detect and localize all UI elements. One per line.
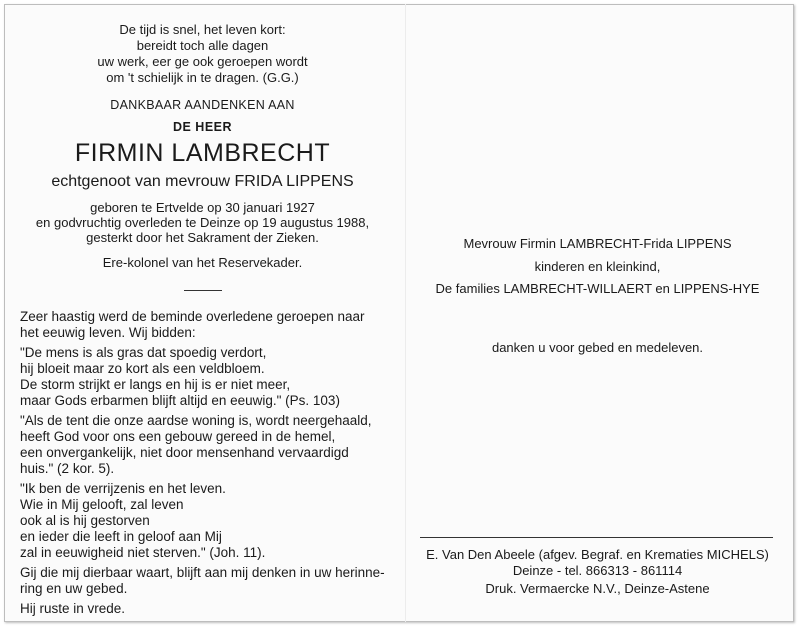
family-line-3: De families LAMBRECHT-WILLAERT en LIPPENS-HYE (435, 281, 760, 296)
prayer-line: Zeer haastig werd de beminde overledene geroepen naar (20, 309, 365, 324)
deceased-name: FIRMIN LAMBRECHT (74, 139, 331, 167)
thanks-line: danken u voor gebed en medeleven. (491, 340, 704, 355)
prayer-line: maar Gods erbarmen blijft altijd en eeuwig." (Ps. 103) (20, 393, 340, 408)
poem-line: om 't schielijk in te dragen. (G.G.) (106, 70, 299, 85)
prayer-paragraph (20, 601, 385, 617)
family-line-2: kinderen en kleinkind, (534, 259, 661, 274)
opening-poem (20, 22, 385, 86)
poem-line: uw werk, eer ge ook geroepen wordt (97, 54, 308, 69)
undertaker-line-2: Deinze - tel. 866313 - 861114 (512, 563, 683, 578)
prayer-line: De storm strijkt er langs en hij is er niet meer, (20, 377, 291, 392)
dankbaar-heading: DANKBAAR AANDENKEN AAN (110, 98, 295, 112)
prayer-line: "De mens is als gras dat spoedig verdort, (20, 345, 267, 360)
left-panel (20, 22, 385, 621)
prayer-line: "Ik ben de verrijzenis en het leven. (20, 481, 226, 496)
prayer-line: Wie in Mij gelooft, zal leven (20, 497, 184, 512)
family-line-1: Mevrouw Firmin LAMBRECHT-Frida LIPPENS (463, 236, 732, 251)
prayer-line: ook al is hij gestorven (20, 513, 150, 528)
prayer-line: "Als de tent die onze aardse woning is, wordt neergehaald, (20, 413, 372, 428)
dates-line: en godvruchtig overleden te Deinze op 19 augustus 1988, (35, 215, 370, 230)
spouse-line: echtgenoot van mevrouw FRIDA LIPPENS (51, 173, 354, 190)
prayer-line: een onvergankelijk, niet door mensenhand vervaardigd (20, 445, 349, 460)
rank-line: Ere-kolonel van het Reservekader. (102, 255, 303, 270)
prayer-line: het eeuwig leven. Wij bidden: (20, 325, 196, 340)
prayer-line: heeft God voor ons een gebouw gereed in de hemel, (20, 429, 336, 444)
poem-line: bereidt toch alle dagen (136, 38, 269, 53)
prayer-text (20, 309, 385, 617)
prayer-paragraph (20, 309, 385, 341)
prayer-line: huis." (2 kor. 5). (20, 461, 115, 476)
prayer-paragraph (20, 565, 385, 597)
poem-line: De tijd is snel, het leven kort: (119, 22, 286, 37)
long-divider (420, 537, 773, 538)
prayer-paragraph (20, 413, 385, 477)
prayer-line: zal in eeuwigheid niet sterven." (Joh. 11). (20, 545, 266, 560)
prayer-line: ring en uw gebed. (20, 581, 128, 596)
short-divider (184, 290, 222, 291)
printer-line: Druk. Vermaercke N.V., Deinze-Astene (485, 581, 710, 596)
de-heer-heading: DE HEER (172, 120, 233, 134)
prayer-line: hij bloeit maar zo kort als een veldbloem. (20, 361, 265, 376)
prayer-paragraph (20, 345, 385, 409)
card-fold-line (405, 4, 406, 622)
dates-line: gesterkt door het Sakrament der Zieken. (86, 230, 319, 245)
closing-line: Hij ruste in vrede. (20, 601, 126, 616)
prayer-line: Gij die mij dierbaar waart, blijft aan mij denken in uw herinne- (20, 565, 385, 580)
dates-line: geboren te Ertvelde op 30 januari 1927 (90, 200, 315, 215)
prayer-paragraph (20, 481, 385, 561)
life-dates (20, 200, 385, 245)
undertaker-line-1: E. Van Den Abeele (afgev. Begraf. en Krematies MICHELS) (426, 547, 769, 562)
prayer-line: en ieder die leeft in geloof aan Mij (20, 529, 222, 544)
